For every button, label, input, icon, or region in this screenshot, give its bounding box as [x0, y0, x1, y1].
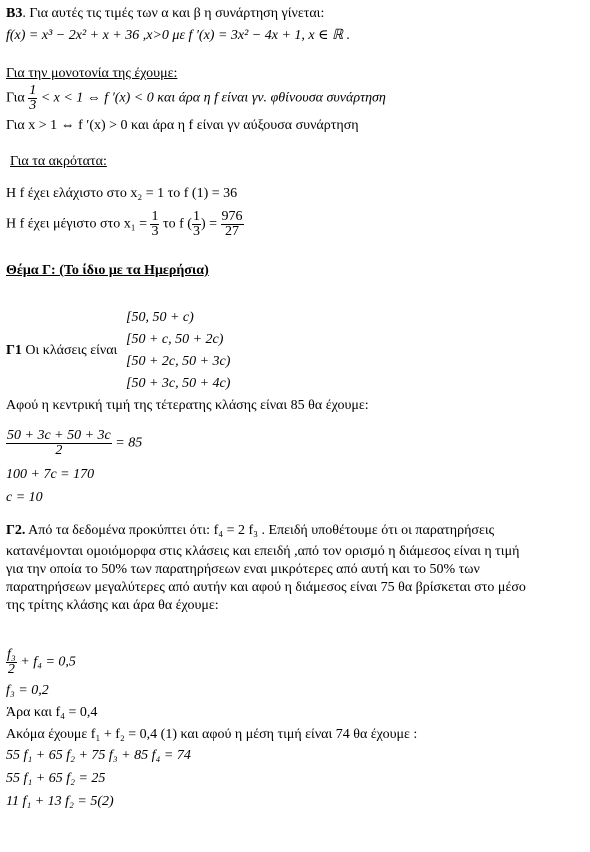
max-line-prefix: Η f έχει μέγιστο στο x₁ = — [6, 216, 147, 232]
extrema-heading: Για τα ακρότατα: — [10, 154, 107, 169]
one-third-fraction — [28, 84, 37, 113]
mono-line-1-rest: < x < 1 ⇔ f ′(x) < 0 και άρα η f είναι γν. φθίνουσα συνάρτηση — [40, 90, 386, 106]
g2-paragraph-line-5: της τρίτης κλάσης και άρα θα έχουμε: — [6, 598, 219, 613]
b3-intro-line — [6, 6, 324, 21]
theme-g-heading: Θέμα Γ: (Το ίδιο με τα Ημερήσια) — [6, 263, 209, 278]
g2-equation-1-rest: + f₄ = 0,5 — [20, 654, 76, 670]
fraction-denominator: 3 — [192, 224, 200, 239]
g2-text-1: Από τα δεδομένα προκύπτει ότι: f₄ = 2 f₃ . Επειδή υποθέτουμε ότι οι παρατηρήσεις — [25, 523, 495, 538]
g1-line — [6, 343, 117, 358]
minimum-line: Η f έχει ελάχιστο στο x₂ = 1 το f (1) = 36 — [6, 186, 238, 201]
argument-fraction — [192, 210, 201, 239]
g2-paragraph-line-1 — [6, 523, 494, 538]
b3-function-definition: f(x) = x³ − 2x² + x + 36 ,x>0 με f ′(x) = 3x² − 4x + 1, x ∈ ℝ . — [6, 28, 351, 43]
fraction-denominator: 2 — [55, 443, 63, 458]
g1-equation-1 — [6, 429, 142, 458]
fraction-numerator: 1 — [192, 209, 200, 224]
mono-line-1-prefix: Για — [6, 90, 25, 106]
x1-fraction — [150, 210, 159, 239]
b3-label: B3 — [6, 6, 23, 21]
b3-intro: . Για αυτές τις τιμές των α και β η συνάρτηση γίνεται: — [22, 6, 325, 21]
g1-center-text: Αφού η κεντρική τιμή της τέτερατης κλάσης είναι 85 θα έχουμε: — [6, 398, 369, 413]
g2-equation-1 — [6, 648, 76, 677]
center-value-fraction — [6, 429, 112, 458]
g1-equation-2: 100 + 7c = 170 — [6, 467, 95, 482]
class-interval-1: [50, 50 + c) — [126, 310, 194, 325]
fraction-denominator: 2 — [7, 662, 15, 677]
monotonicity-heading: Για την μονοτονία της έχουμε: — [6, 66, 178, 81]
f3-half-fraction — [6, 648, 17, 677]
fraction-numerator: 1 — [151, 209, 159, 224]
fraction-numerator: f₃ — [7, 647, 16, 662]
fraction-numerator: 50 + 3c + 50 + 3c — [7, 428, 111, 443]
class-interval-3: [50 + 2c, 50 + 3c) — [126, 354, 231, 369]
max-value-fraction — [221, 210, 244, 239]
g2-equation-4: Ακόμα έχουμε f₁ + f₂ = 0,4 (1) και αφού η μέση τιμή είναι 74 θα έχουμε : — [6, 727, 418, 742]
max-line-mid: το f ( — [162, 216, 192, 232]
g2-equation-7: 11 f₁ + 13 f₂ = 5(2) — [6, 794, 114, 809]
g1-text: Οι κλάσεις είναι — [21, 343, 118, 358]
monotonicity-line-1 — [6, 84, 386, 113]
g2-label: Γ2. — [6, 523, 26, 538]
maximum-line — [6, 210, 244, 239]
g2-paragraph-line-4: παρατηρήσεων μεγαλύτερες από αυτήν και αφού η διάμεσος είναι 75 θα βρίσκεται στο μέσο — [6, 580, 526, 595]
g2-equation-6: 55 f₁ + 65 f₂ = 25 — [6, 771, 106, 786]
fraction-numerator: 1 — [29, 83, 37, 98]
g2-equation-3: Άρα και f₄ = 0,4 — [6, 705, 98, 720]
fraction-denominator: 27 — [225, 224, 239, 239]
g2-equation-2: f₃ = 0,2 — [6, 683, 49, 698]
class-interval-2: [50 + c, 50 + 2c) — [126, 332, 224, 347]
max-line-mid2: ) = — [200, 216, 217, 232]
g2-paragraph-line-2: κατανέμονται ομοιόμορφα στις κλάσεις και επειδή ,από τον ορισμό η διάμεσος είναι η τιμή — [6, 544, 520, 559]
g2-equation-5: 55 f₁ + 65 f₂ + 75 f₃ + 85 f₄ = 74 — [6, 748, 191, 763]
g1-equation-rhs: = 85 — [115, 435, 143, 451]
fraction-denominator: 3 — [151, 224, 159, 239]
fraction-denominator: 3 — [29, 98, 37, 113]
class-interval-4: [50 + 3c, 50 + 4c) — [126, 376, 231, 391]
fraction-numerator: 976 — [221, 209, 243, 224]
g1-equation-3: c = 10 — [6, 490, 43, 505]
g1-label: Γ1 — [6, 343, 22, 358]
monotonicity-line-2: Για x > 1 ⇔ f ′(x) > 0 και άρα η f είναι γν αύξουσα συνάρτηση — [6, 118, 359, 133]
g2-paragraph-line-3: για την οποία το 50% των παρατηρήσεων εναι μικρότερες από αυτή και το 50% των — [6, 562, 480, 577]
